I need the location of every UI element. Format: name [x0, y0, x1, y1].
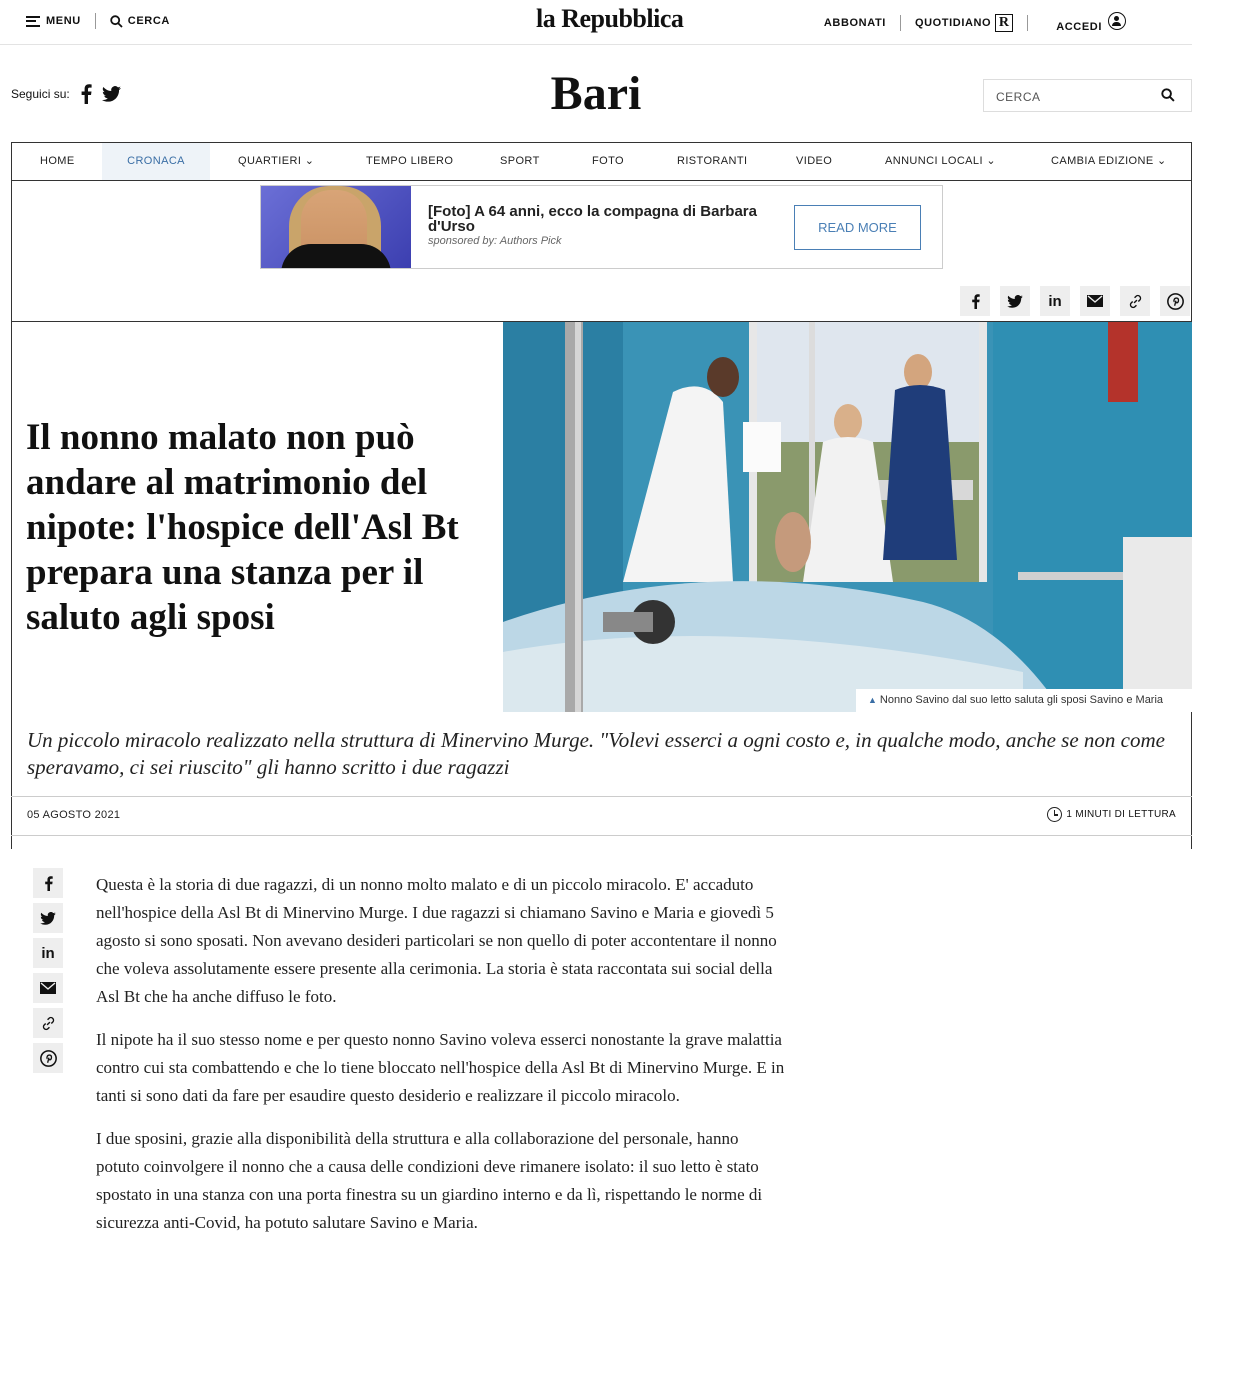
chevron-down-icon: ⌄ — [304, 155, 315, 167]
r-badge-icon: R — [995, 14, 1013, 32]
nav-item-video[interactable]: VIDEO — [796, 155, 833, 167]
divider — [1027, 15, 1028, 31]
paragraph: I due sposini, grazie alla disponibilità della struttura e alla collaborazione del personale, hanno potuto coinvolgere il nonno che a causa delle condizioni deve rimanere isolato: il suo letto è stato spostato in una stanza con una porta finestra su un giardino interno e da lì, rispettando le norme di sicurezza anti-Covid, ha potuto salutare Savino e Maria. — [96, 1129, 763, 1232]
nav-item-cronaca[interactable]: CRONACA — [102, 143, 210, 180]
pinterest-icon[interactable] — [33, 1043, 63, 1073]
search-icon[interactable] — [1161, 88, 1175, 102]
section-nav — [11, 142, 1192, 181]
nav-label: QUARTIERI — [238, 155, 302, 167]
ad-sponsor: sponsored by: Authors Pick — [428, 235, 562, 247]
nav-item-sport[interactable]: SPORT — [500, 155, 540, 167]
follow-label: Seguici su: — [11, 87, 70, 101]
twitter-icon[interactable] — [33, 903, 63, 933]
nav-item-foto[interactable]: FOTO — [592, 155, 624, 167]
menu-label: MENU — [46, 15, 81, 27]
divider — [11, 835, 1192, 836]
brand-logo[interactable]: la Repubblica — [536, 4, 684, 33]
search-label: CERCA — [127, 15, 170, 27]
hamburger-icon — [26, 16, 40, 27]
linkedin-icon[interactable]: in — [33, 938, 63, 968]
paragraph: Questa è la storia di due ragazzi, di un nonno molto malato e di un piccolo miracolo. E' accaduto nell'hospice della Asl Bt di Minervino Murge. I due ragazzi si chiamano Savino e Maria e giovedì 5 agosto si sono sposati. Non avevano desideri particolari se non quello di poter accontentare il nonno che voleva assolutamente essere presente alla cerimonia. La storia è stata raccontata sui social della Asl Bt che ha anche diffuso le foto. — [96, 875, 777, 1006]
reading-time-label: 1 MINUTI DI LETTURA — [1066, 809, 1176, 820]
subscribe-link[interactable]: ABBONATI — [823, 16, 886, 29]
search-input[interactable] — [983, 79, 1192, 112]
article-body — [96, 871, 786, 1252]
publish-date: 05 AGOSTO 2021 — [27, 809, 121, 821]
edition-title[interactable]: Bari — [550, 67, 642, 120]
nav-item-home[interactable]: HOME — [40, 155, 75, 167]
top-search-button[interactable] — [110, 15, 170, 28]
daily-label: QUOTIDIANO — [914, 16, 992, 29]
login-button[interactable] — [1056, 12, 1126, 33]
mail-icon[interactable] — [33, 973, 63, 1003]
share-bar-top — [960, 286, 1190, 316]
link-icon[interactable] — [33, 1008, 63, 1038]
user-icon — [1108, 12, 1126, 30]
triangle-up-icon: ▲ — [868, 695, 877, 705]
divider — [900, 15, 901, 31]
nav-item-cambia-edizione[interactable] — [1051, 143, 1167, 180]
share-bar-side — [33, 868, 63, 1073]
divider — [95, 13, 96, 29]
hero-photo[interactable] — [503, 322, 1192, 712]
link-icon[interactable] — [1120, 286, 1150, 316]
top-bar — [0, 0, 1192, 45]
nav-item-annunci-locali[interactable] — [885, 143, 996, 180]
chevron-down-icon: ⌄ — [986, 155, 996, 167]
nav-item-ristoranti[interactable]: RISTORANTI — [677, 155, 748, 167]
menu-button[interactable] — [26, 15, 81, 27]
hero-photo-illustration — [503, 322, 1192, 712]
search-placeholder: CERCA — [996, 90, 1041, 104]
ad-image[interactable] — [261, 186, 411, 268]
ad-title[interactable]: [Foto] A 64 anni, ecco la compagna di Barbara d'Urso — [428, 203, 757, 235]
photo-caption — [856, 689, 1192, 712]
nav-label: ANNUNCI LOCALI — [885, 155, 983, 167]
search-icon — [110, 15, 123, 28]
facebook-icon[interactable] — [960, 286, 990, 316]
sponsored-ad[interactable] — [260, 185, 943, 269]
mail-icon[interactable] — [1080, 286, 1110, 316]
caption-text: Nonno Savino dal suo letto saluta gli sposi Savino e Maria — [879, 694, 1164, 706]
nav-item-quartieri[interactable] — [238, 143, 314, 180]
nav-label: CAMBIA EDIZIONE — [1051, 155, 1154, 167]
pinterest-icon[interactable] — [1160, 286, 1190, 316]
clock-icon — [1047, 807, 1062, 822]
twitter-icon[interactable] — [1000, 286, 1030, 316]
reading-time — [1047, 807, 1176, 822]
read-more-button[interactable]: READ MORE — [794, 205, 921, 250]
daily-link[interactable] — [915, 14, 1013, 32]
facebook-icon[interactable] — [33, 868, 63, 898]
linkedin-icon[interactable]: in — [1040, 286, 1070, 316]
nav-item-tempo-libero[interactable]: TEMPO LIBERO — [366, 155, 454, 167]
article-summary: Un piccolo miracolo realizzato nella struttura di Minervino Murge. "Volevi esserci a ogni costo e, in qualche modo, anche se non come speravamo, ci sei riuscito" gli hanno scritto i due ragazzi — [27, 728, 1165, 779]
article-headline: Il nonno malato non può andare al matrimonio del nipote: l'hospice dell'Asl Bt prepara una stanza per il saluto agli sposi — [26, 417, 459, 638]
paragraph: Il nipote ha il suo stesso nome e per questo nonno Savino voleva esserci nonostante la grave malattia contro cui sta combattendo e che lo tiene bloccato nell'hospice della Asl Bt di Minervino Murge. E in tanti si sono dati da fare per esaudire questo desiderio e realizzare il piccolo miracolo. — [96, 1030, 785, 1105]
divider — [11, 796, 1192, 797]
login-label: ACCEDI — [1056, 21, 1102, 33]
chevron-down-icon: ⌄ — [1157, 155, 1167, 167]
